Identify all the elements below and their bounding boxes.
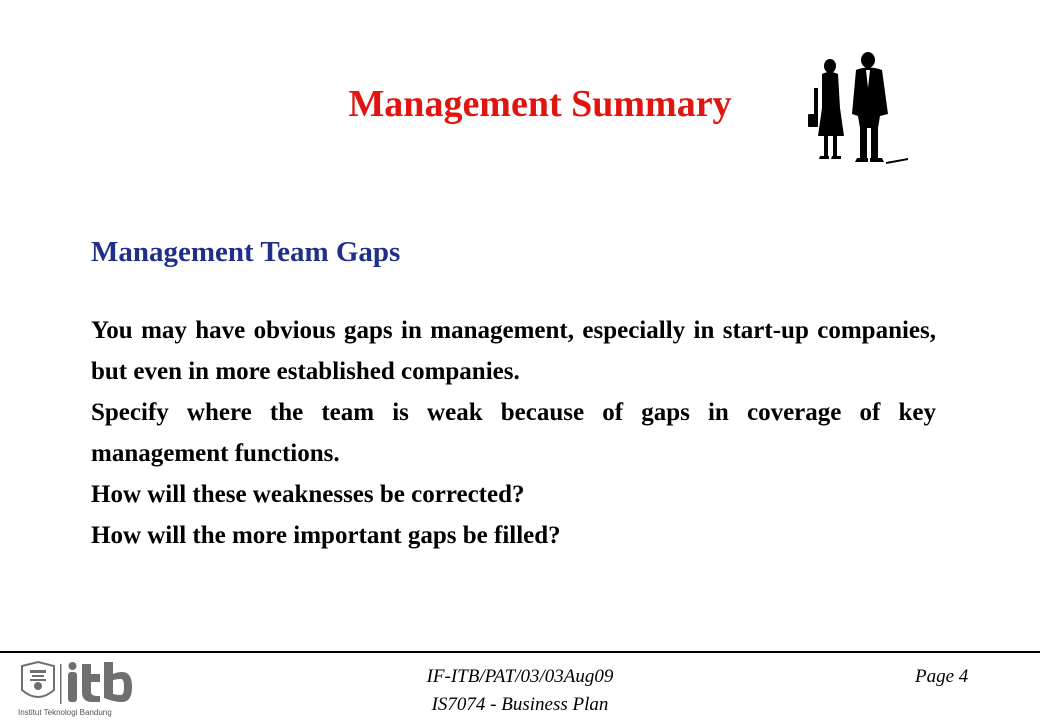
course-name: IS7074 - Business Plan — [431, 694, 609, 715]
logo-caption: Institut Teknologi Bandung — [18, 708, 112, 717]
footer-divider — [0, 651, 1040, 653]
paragraph-fill-gaps-question: How will the more important gaps be filled? — [91, 522, 561, 549]
paragraph-specify-weakness: Specify where the team is weak because of gaps in coverage of key management functions. — [91, 399, 936, 467]
paragraph-gaps-intro: You may have obvious gaps in management, especially in start-up companies, but even in more established companies. — [91, 317, 936, 385]
slide-title: Management Summary — [348, 83, 732, 125]
paragraph-correction-question: How will these weaknesses be corrected? — [91, 481, 525, 508]
business-people-walking-icon — [800, 48, 912, 168]
document-code: IF-ITB/PAT/03/03Aug09 — [426, 666, 614, 687]
body-text — [91, 310, 936, 556]
page-number: Page 4 — [915, 666, 969, 687]
section-heading: Management Team Gaps — [91, 236, 401, 268]
